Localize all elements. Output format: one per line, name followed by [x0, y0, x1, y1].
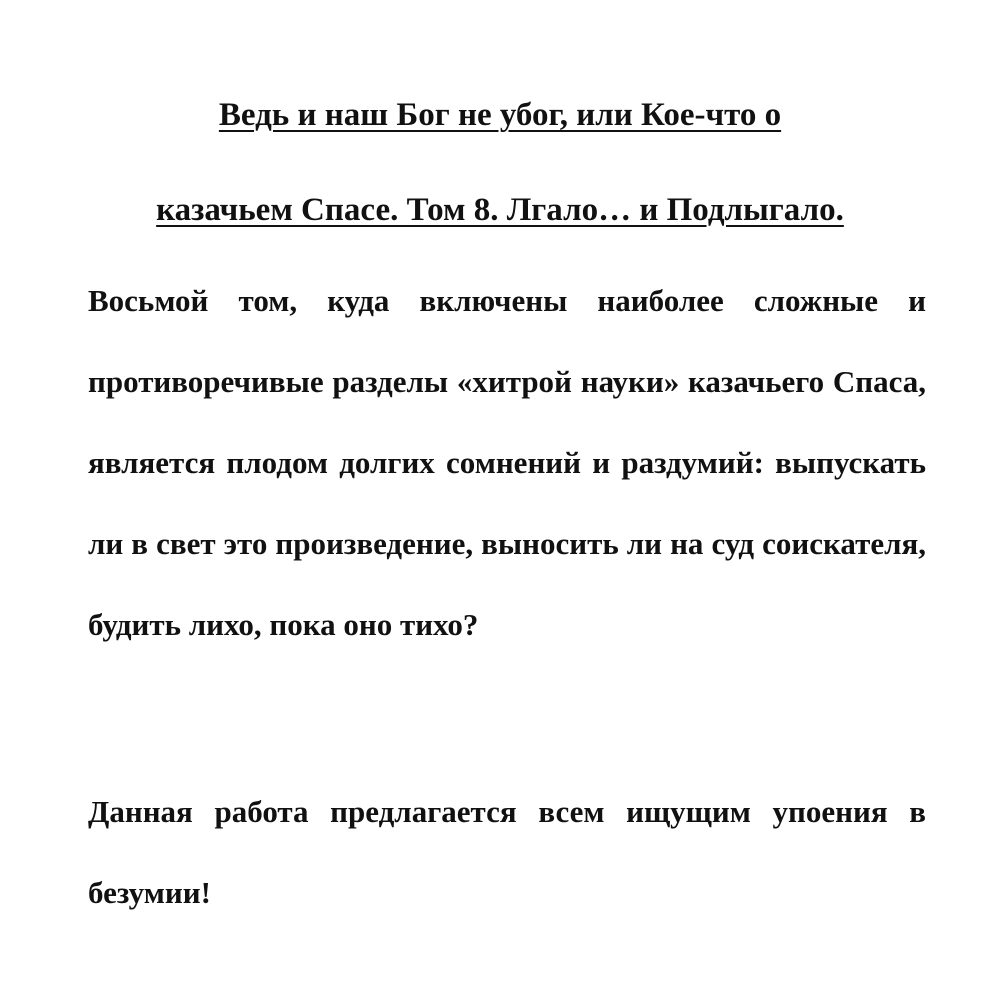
title-line-2 [60, 163, 940, 258]
title-line-1-text: Ведь и наш Бог не убог, или Кое-что о [218, 97, 782, 133]
paragraph-closing: Данная работа предлагается всем ищущим упоения в безумии! [88, 794, 926, 910]
title-line-2-text: казачьем Спасе. Том 8. Лгало… и Подлыгало. [156, 192, 844, 228]
paragraph-description: Восьмой том, куда включены наиболее сложные и противоречивые разделы «хитрой науки» казачьего Спаса, является плодом долгих сомнений и раздумий: выпускать ли в свет это произведение, выносить ли на суд соискателя, будить лихо, пока оно тихо? [88, 283, 926, 642]
title-line-1 [60, 68, 940, 163]
document-title [60, 68, 940, 258]
